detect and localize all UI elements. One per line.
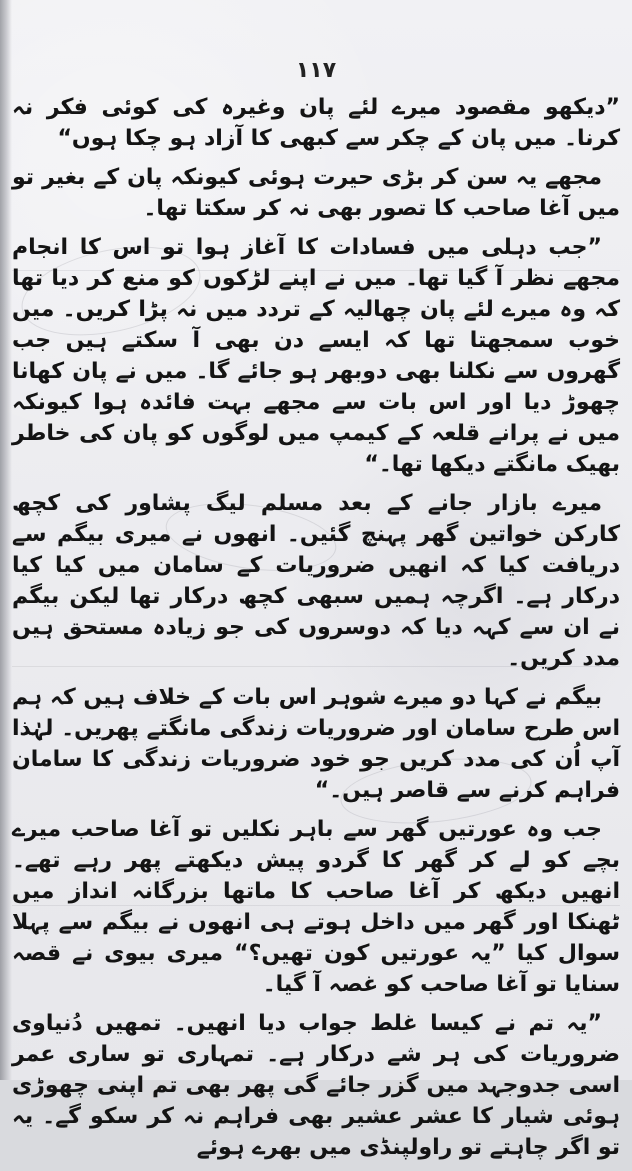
- page-edge-shadow: [0, 0, 12, 1080]
- paragraph: ”جب دہلی میں فسادات کا آغاز ہوا تو اس کا انجام مجھے نظر آ گیا تھا۔ میں نے اپنے لڑکوں کو منع کر دیا تھا کہ وہ میرے لئے پان چھالیہ کے تردد میں نہ پڑا کریں۔ میں خوب سمجھتا تھا کہ ایسے دن بھی آ سکتے ہیں جب گھروں سے نکلنا بھی دوبھر ہو جائے گا۔ میں نے پان کھانا چھوڑ دیا اور اس بات سے مجھے بہت فائدہ ہوا کیونکہ میں نے پرانے قلعہ کے کیمپ میں لوگوں کو پان کی خاطر بھیک مانگتے دیکھا تھا۔“: [12, 235, 620, 477]
- page-number: ۱۱۷: [295, 58, 337, 83]
- paragraph: ”یہ تم نے کیسا غلط جواب دیا انھیں۔ تمھیں دُنیاوی ضروریات کی ہر شے درکار ہے۔ تمہاری تو ساری عمر اسی جدوجہد میں گزر جائے گی پھر بھی تم اپنی چھوڑی ہوئی شیار کا عشر عشیر بھی فراہم نہ کر سکو گے۔ یہ تو اگر چاہتے تو راولپنڈی میں بھرے ہوئے: [12, 1011, 620, 1160]
- paragraph: بیگم نے کہا دو میرے شوہر اس بات کے خلاف ہیں کہ ہم اس طرح سامان اور ضروریات زندگی مانگتے پھریں۔ لہٰذا آپ اُن کی مدد کریں جو خود ضروریات زندگی کا سامان فراہم کرنے سے قاصر ہیں۔“: [12, 685, 620, 803]
- paragraph: مجھے یہ سن کر بڑی حیرت ہوئی کیونکہ پان کے بغیر تو میں آغا صاحب کا تصور بھی نہ کر سکتا تھا۔: [12, 165, 620, 221]
- paragraph: ”دیکھو مقصود میرے لئے پان وغیرہ کی کوئی فکر نہ کرنا۔ میں پان کے چکر سے کبھی کا آزاد ہو چکا ہوں“: [12, 95, 620, 151]
- paragraph: میرے بازار جانے کے بعد مسلم لیگ پشاور کی کچھ کارکن خواتین گھر پہنچ گئیں۔ انھوں نے میری بیگم سے دریافت کیا کہ انھیں ضروریات کے سامان میں کیا کیا درکار ہے۔ اگرچہ ہمیں سبھی کچھ درکار تھا لیکن بیگم نے ان سے کہہ دیا کہ دوسروں کی جو زیادہ مستحق ہیں مدد کریں۔: [12, 491, 620, 671]
- paragraph: جب وہ عورتیں گھر سے باہر نکلیں تو آغا صاحب میرے بچے کو لے کر گھر کا گردو پیش دیکھتے پھر رہے تھے۔ انھیں دیکھ کر آغا صاحب کا ماتھا بزرگانہ انداز میں ٹھنکا اور گھر میں داخل ہوتے ہی انھوں نے بیگم سے پہلا سوال کیا ”یہ عورتیں کون تھیں؟“ میری بیوی نے قصہ سنایا تو آغا صاحب کو غصہ آ گیا۔: [12, 817, 620, 997]
- urdu-text-block: [12, 92, 620, 1171]
